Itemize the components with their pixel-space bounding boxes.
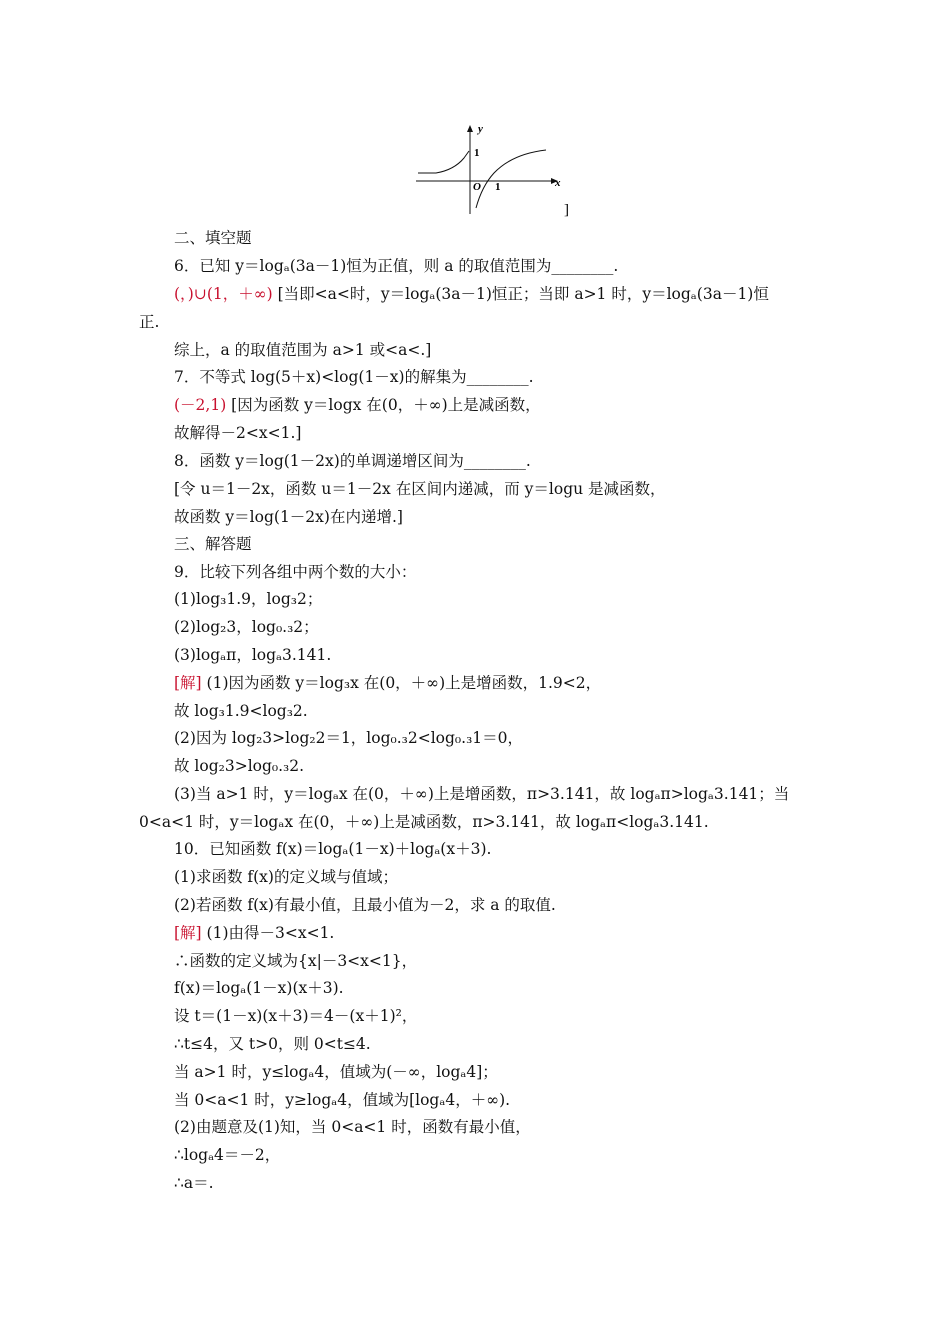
text-line [174, 617, 319, 637]
text-line [174, 1034, 371, 1054]
text-line [174, 1062, 498, 1082]
line-text: 二、填空题 [174, 229, 252, 247]
text-line [174, 867, 398, 887]
text-line [174, 701, 308, 721]
text-line [174, 395, 541, 415]
text-line [174, 534, 252, 554]
text-line [174, 367, 534, 387]
line-text: 10．已知函数 f(x)＝logₐ(1－x)＋logₐ(x＋3). [174, 840, 492, 858]
text-line [174, 923, 334, 943]
text-line [174, 562, 416, 582]
line-text: (1)由得－3<x<1. [201, 924, 335, 942]
text-line [174, 895, 556, 915]
line-text: (2)log₂3，log₀.₃2； [174, 618, 319, 636]
curve-right-branch [476, 150, 546, 208]
text-line [174, 951, 417, 971]
origin-label: O [473, 181, 481, 193]
x-axis-label: x [555, 177, 561, 189]
line-text: ∴logₐ4＝－2， [174, 1146, 281, 1164]
function-graph [412, 118, 582, 222]
line-text: [令 u＝1－2x，函数 u＝1－2x 在区间内递减，而 y＝logu 是减函数， [174, 480, 666, 498]
line-text: 正. [139, 313, 160, 331]
line-text: (2)由题意及(1)知，当 0<a<1 时，函数有最小值， [174, 1118, 531, 1136]
text-line [174, 256, 618, 276]
line-text: 8．函数 y＝log(1－2x)的单调递增区间为________. [174, 452, 531, 470]
line-text: 故函数 y＝log(1－2x)在内递增.] [174, 508, 403, 526]
answer-label: [解] [174, 924, 202, 942]
text-line [174, 839, 491, 859]
line-text: 当 0<a<1 时，y≥logₐ4，值域为[logₐ4，＋∞). [174, 1091, 511, 1109]
text-line [174, 1090, 510, 1110]
line-text: f(x)＝logₐ(1－x)(x＋3). [174, 979, 344, 997]
line-text: (1)求函数 f(x)的定义域与值域； [174, 868, 398, 886]
line-text: 三、解答题 [174, 535, 252, 553]
text-line [139, 312, 159, 332]
text-line [174, 340, 431, 360]
line-text: (2)因为 log₂3>log₂2＝1，log₀.₃2<log₀.₃1＝0， [174, 729, 524, 747]
x-tick-label: 1 [495, 181, 501, 193]
line-text: 6．已知 y＝logₐ(3a－1)恒为正值，则 a 的取值范围为________. [174, 257, 619, 275]
line-text: [因为函数 y＝logx 在(0，＋∞)上是减函数， [226, 396, 541, 414]
line-text: ∴a＝. [174, 1174, 214, 1192]
y-axis-label: y [478, 123, 483, 135]
text-line [174, 1173, 214, 1193]
line-text: 0<a<1 时，y＝logₐx 在(0，＋∞)上是减函数，π>3.141，故 logₐπ<logₐ3.141. [139, 813, 709, 831]
line-text: 当 a>1 时，y≤logₐ4，值域为(－∞，logₐ4]； [174, 1063, 498, 1081]
text-line [174, 451, 531, 471]
text-line [174, 423, 301, 443]
text-line [174, 728, 523, 748]
line-text: 故 log₂3>log₀.₃2. [174, 757, 305, 775]
line-text: (2)若函数 f(x)有最小值，且最小值为－2，求 a 的取值. [174, 896, 556, 914]
y-axis-arrow-icon [467, 125, 473, 132]
curve-left-branch [418, 151, 469, 173]
line-text: (3)当 a>1 时，y＝logₐx 在(0，＋∞)上是增函数，π>3.141，故 logₐπ>logₐ3.141；当 [174, 785, 790, 803]
line-text: (1)log₃1.9，log₃2； [174, 590, 323, 608]
line-text: 综上，a 的取值范围为 a>1 或<a<.] [174, 341, 432, 359]
text-line [174, 284, 769, 304]
text-line [174, 507, 403, 527]
text-line [174, 645, 331, 665]
line-text: 故 log₃1.9<log₃2. [174, 702, 308, 720]
text-line [174, 228, 252, 248]
line-text: (3)logₐπ，logₐ3.141. [174, 646, 332, 664]
text-line [174, 1145, 280, 1165]
line-text: ∴t≤4，又 t>0，则 0<t≤4. [174, 1035, 371, 1053]
answer-label: (－2,1) [174, 396, 227, 414]
y-tick-label: 1 [474, 147, 480, 159]
line-text: 9．比较下列各组中两个数的大小： [174, 563, 417, 581]
line-text: ∴函数的定义域为{x|－3<x<1}， [174, 952, 418, 970]
line-text: 故解得－2<x<1.] [174, 424, 302, 442]
text-line [174, 1117, 531, 1137]
text-line [174, 756, 304, 776]
text-line [139, 812, 709, 832]
answer-label: [解] [174, 674, 202, 692]
text-line [174, 589, 322, 609]
line-text: (1)因为函数 y＝log₃x 在(0，＋∞)上是增函数，1.9<2， [201, 674, 602, 692]
text-line [174, 784, 789, 804]
line-text: [当即<a<时，y＝logₐ(3a－1)恒正；当即 a>1 时，y＝logₐ(3a－1)恒 [272, 285, 769, 303]
text-line [174, 479, 666, 499]
closing-bracket: ] [564, 202, 569, 218]
text-line [174, 978, 344, 998]
text-line [174, 1006, 417, 1026]
answer-label: (，)∪(1，＋∞) [174, 285, 273, 303]
line-text: 7．不等式 log(5＋x)<log(1－x)的解集为________. [174, 368, 534, 386]
text-line [174, 673, 601, 693]
line-text: 设 t＝(1－x)(x＋3)＝4－(x＋1)²， [174, 1007, 418, 1025]
